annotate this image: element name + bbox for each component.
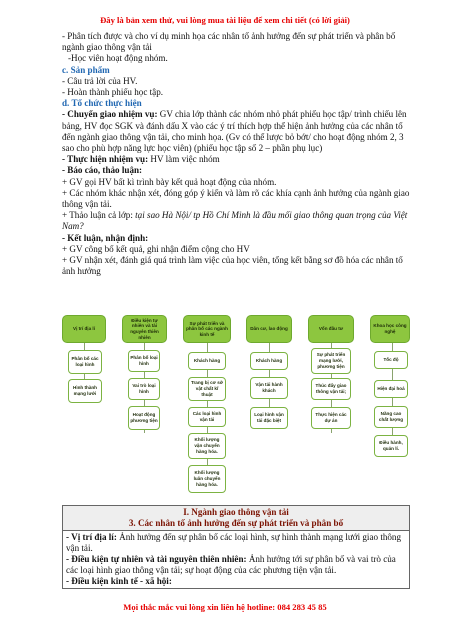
- diagram-node: Hoạt động phương tiện: [128, 406, 160, 430]
- row-text: Ảnh hưởng tới sự phân bố và vai trò của các loại hình giao thông vận tải; sự hoạt động của các phương tiện vận tải.: [66, 554, 396, 575]
- paragraph: + Các nhóm khác nhận xét, đóng góp ý kiến và làm rõ các khía cạnh ảnh hưởng của ngành giao thông vận tải.: [62, 187, 410, 210]
- paragraph: - Câu trả lời của HV.: [62, 75, 138, 86]
- paragraph: [62, 210, 410, 232]
- diagram-node: Thực hiện các dự án: [311, 407, 351, 429]
- diagram-node: Khách hàng: [188, 352, 226, 370]
- diagram-node: Loại hình vận tải đặc biệt: [250, 407, 288, 429]
- section-heading: d. Tổ chức thực hiện: [62, 98, 142, 109]
- diagram-node: Hình thành mạng lưới: [68, 379, 102, 403]
- summary-table: [62, 505, 410, 589]
- diagram-header: Vị trí địa lí: [62, 315, 106, 343]
- diagram-node: Vai trò loại hình: [128, 378, 160, 400]
- question: tại sao Hà Nội/ tp Hồ Chí Minh là đầu mối giao thông quan trọng của Việt Nam?: [62, 210, 408, 232]
- row-label: - Điều kiện kinh tế - xã hội:: [66, 576, 172, 586]
- paragraph: [62, 109, 410, 154]
- paragraph: -Học viên hoạt động nhóm.: [68, 53, 168, 64]
- diagram-header: Sự phát triển và phân bố các ngành kinh tế: [183, 315, 231, 343]
- text: GV chia lớp thành các nhóm nhỏ phát phiếu học tập/ trình chiếu lên bảng, HV đọc SGK và đánh dấu X vào các ý trí thích hợp thể hiện ảnh hưởng của các nhân tố đến ngành giao thông vận tải, cho minh họa. (Gv có thể lược bỏ bớt/ cho hoạt động nhóm 2, 3 sao cho phù hợp năng lực học viên) (phiếu học tập số 2 – phần phụ lục): [62, 109, 407, 154]
- document-body: [62, 31, 410, 277]
- preview-banner: Đây là bản xem thử, vui lòng mua tài liệu để xem chi tiết (có lời giải): [100, 15, 350, 25]
- paragraph: [62, 154, 410, 165]
- diagram-header: Dân cư, lao động: [246, 315, 292, 343]
- label: - Thực hiện nhiệm vụ:: [62, 154, 149, 165]
- table-title: I. Ngành giao thông vận tải: [183, 507, 289, 517]
- diagram-node: Khối lượng vận chuyển hàng hóa.: [188, 433, 226, 459]
- label: - Kết luận, nhận định:: [62, 232, 149, 243]
- diagram-node: Điều hành, quản lí.: [374, 435, 408, 457]
- text: + Thảo luận cả lớp:: [62, 210, 136, 221]
- diagram-node: Khách hàng: [250, 352, 288, 370]
- paragraph: - Hoàn thành phiếu học tập.: [62, 87, 164, 98]
- section-heading: c. Sản phẩm: [62, 64, 110, 75]
- paragraph: + GV gọi HV bất kì trình bày kết quả hoạt động của nhóm.: [62, 176, 277, 187]
- diagram-node: Trang bị cơ sở vật chất kĩ thuật: [188, 377, 226, 401]
- diagram-node: Khối lượng luân chuyển hàng hóa.: [188, 465, 226, 493]
- diagram-header: Điều kiện tự nhiên và tài nguyên thiên nhiên: [122, 315, 167, 343]
- diagram-node: Thúc đẩy giao thông vận tải;: [311, 378, 351, 400]
- diagram-node: Phân bố các loại hình: [68, 350, 102, 374]
- text: HV làm việc nhóm: [148, 154, 220, 165]
- diagram-node: Phân bố loại hình: [128, 350, 160, 372]
- diagram-node: Sự phát triển mạng lưới, phương tiện: [311, 348, 351, 374]
- row-label: - Vị trí địa lí:: [66, 532, 117, 542]
- table-row: [63, 531, 410, 589]
- diagram-node: Các loại hình vận tải: [188, 407, 226, 427]
- label: - Chuyển giao nhiệm vụ:: [62, 109, 158, 120]
- row-text: Ảnh hưởng đến sự phân bố các loại hình, sự hình thành mạng lưới giao thông vận tải.: [66, 532, 402, 553]
- diagram-node: Hiện đại hoá: [374, 380, 408, 398]
- diagram-node: Tốc độ: [374, 351, 408, 369]
- hotline-banner: Mọi thắc mắc vui lòng xin liên hệ hotline: 084 283 45 85: [123, 602, 327, 612]
- diagram-node: Năng cao chất lượng: [374, 406, 408, 428]
- table-subtitle: 3. Các nhân tố ảnh hưởng đến sự phát triển và phân bố: [128, 518, 344, 528]
- label: - Báo cáo, thảo luận:: [62, 165, 143, 176]
- paragraph: + GV công bố kết quả, ghi nhận điểm cộng cho HV: [62, 243, 250, 254]
- paragraph: - Phân tích được và cho ví dụ minh họa các nhân tố ảnh hưởng đến sự phát triển và phân bố ngành giao thông vận tải: [62, 31, 396, 53]
- diagram-node: Vận tải hành khách: [250, 377, 288, 399]
- row-label: - Điều kiện tự nhiên và tài nguyên thiên nhiên:: [66, 554, 247, 564]
- table-header: [63, 506, 410, 531]
- diagram-header: Khoa học công nghệ: [370, 315, 410, 343]
- diagram-header: Vốn đầu tư: [308, 315, 354, 343]
- paragraph: + GV nhận xét, đánh giá quá trình làm việc của học viên, tổng kết bằng sơ đồ hóa các nhân tố ảnh hưởng: [62, 255, 403, 277]
- factor-diagram: [62, 311, 410, 501]
